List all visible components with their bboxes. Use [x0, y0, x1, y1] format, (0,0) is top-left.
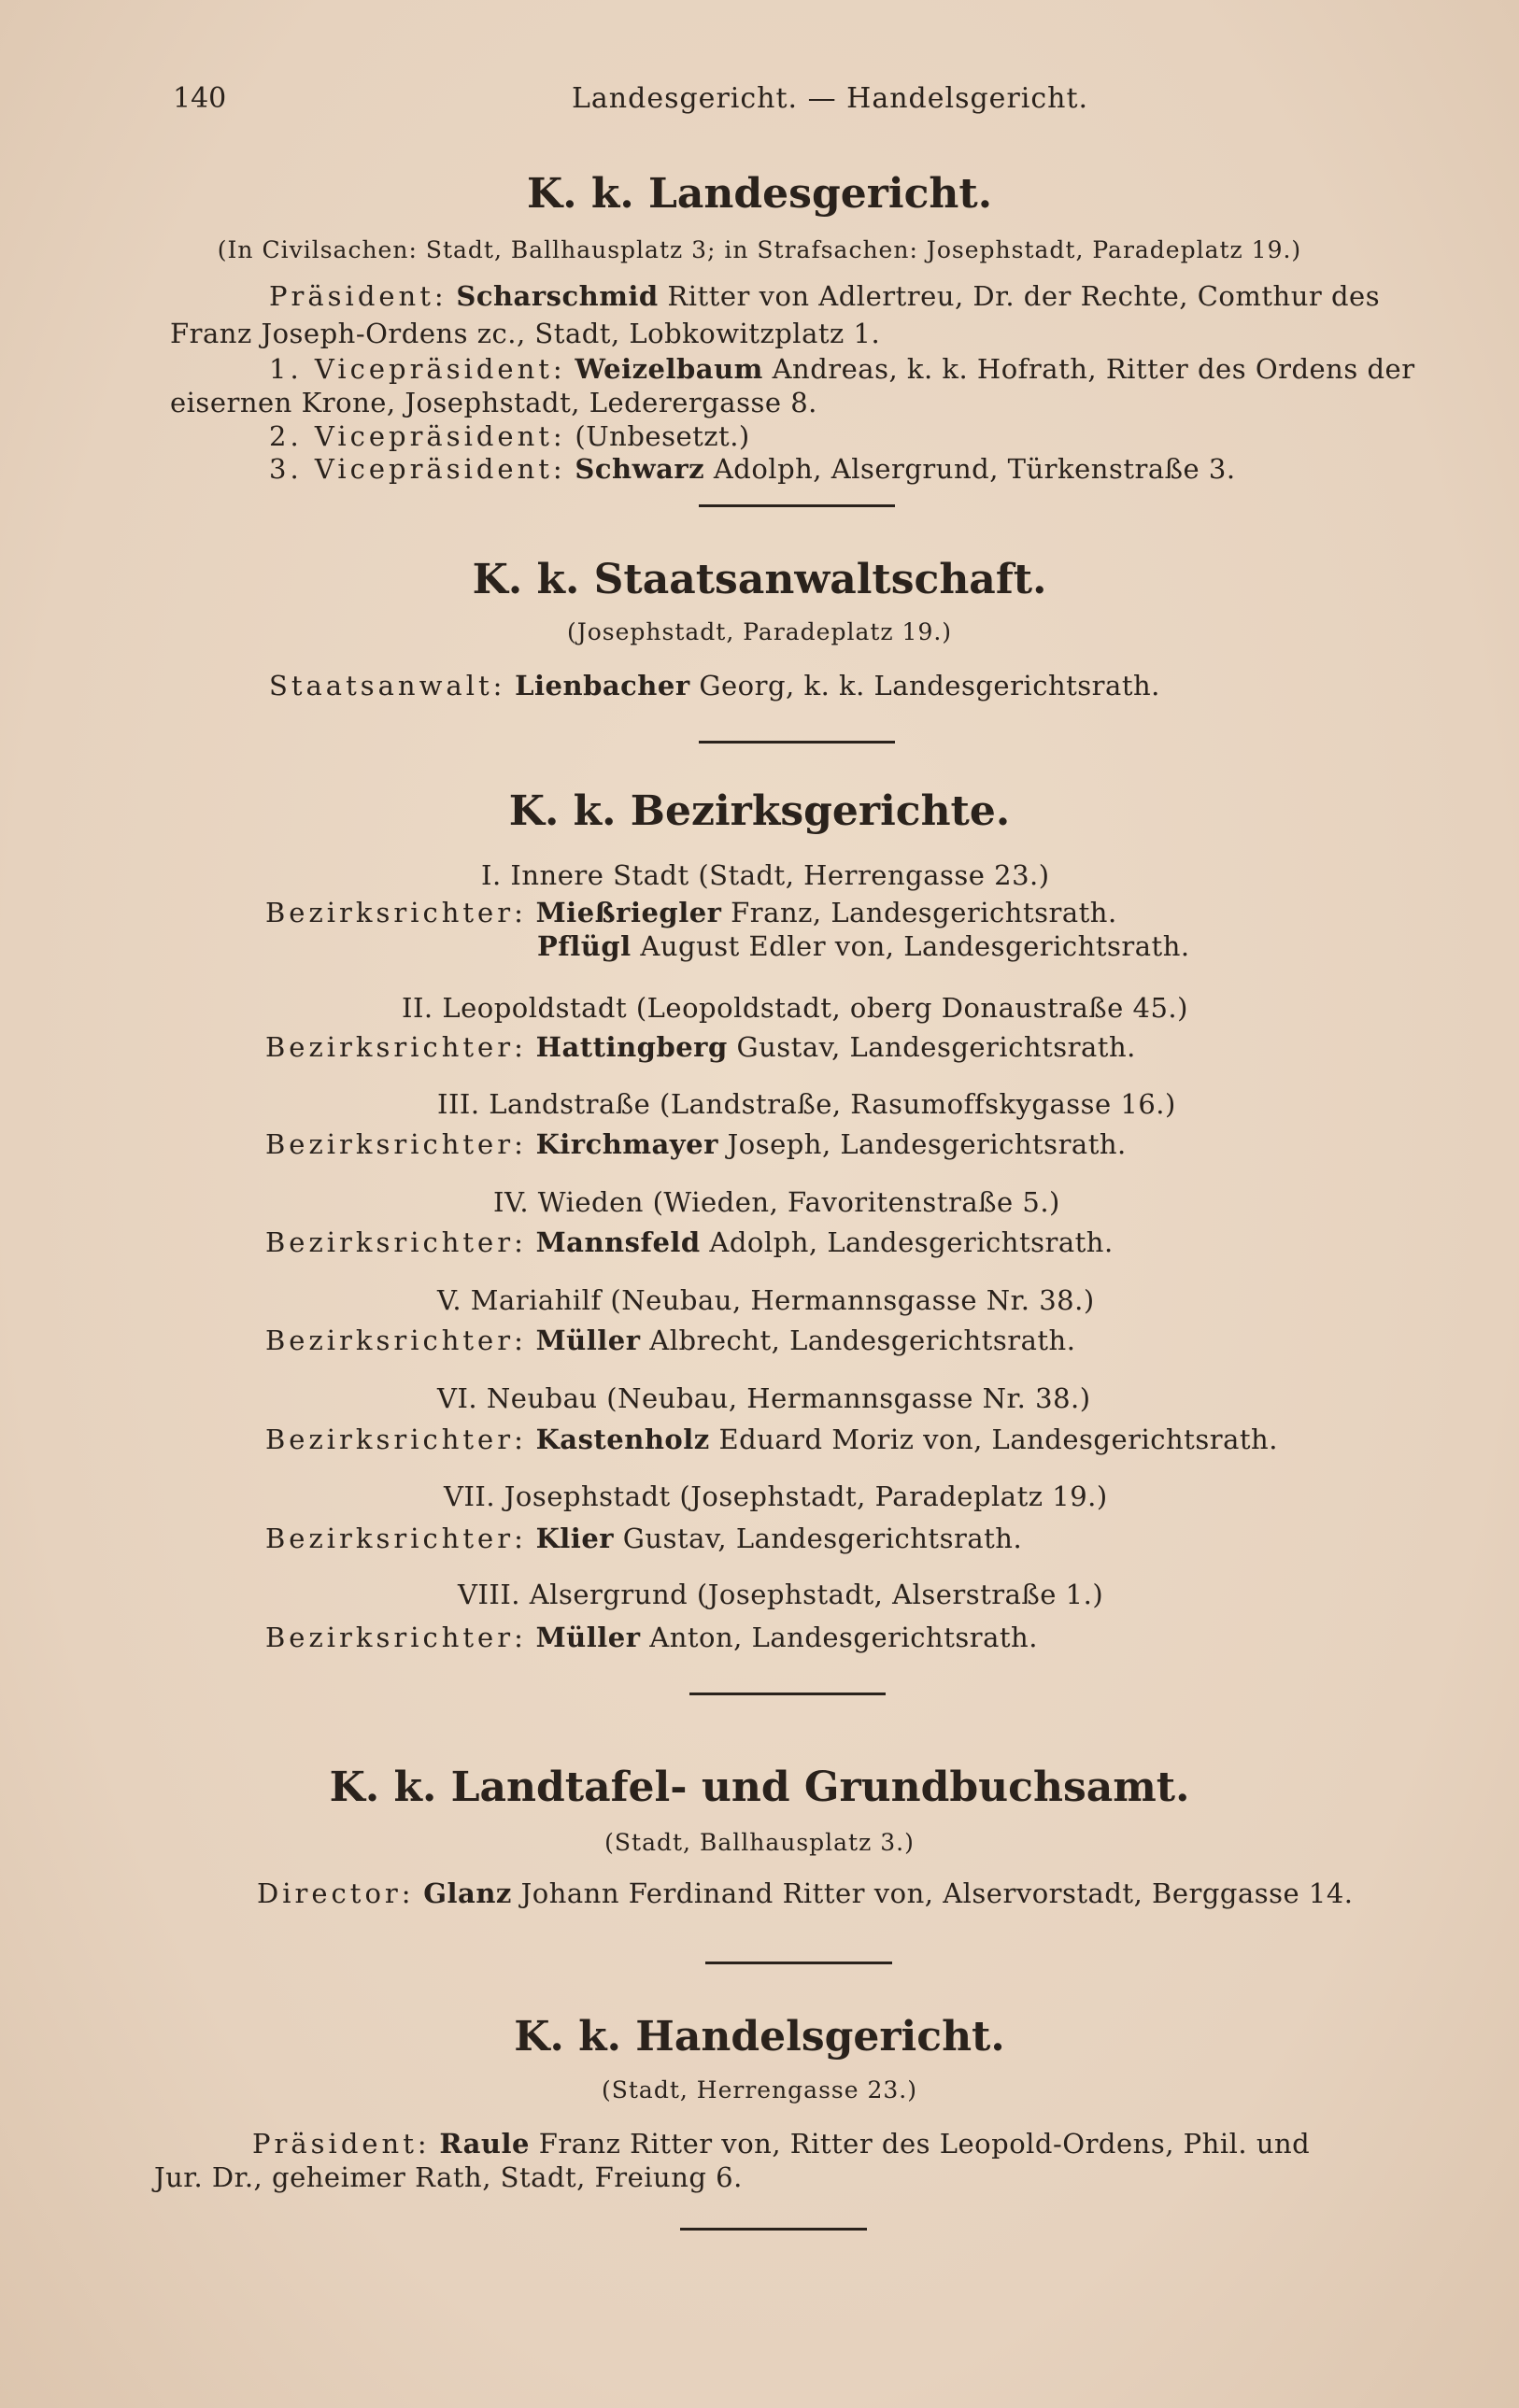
- district-1-head: I. Innere Stadt (Stadt, Herrengasse 23.): [481, 859, 1050, 891]
- president-name: Scharschmid: [456, 280, 659, 312]
- judge-name: Pflügl: [537, 930, 632, 962]
- vp2-line: [269, 420, 750, 452]
- divider-4: [705, 1962, 892, 1964]
- district-3-judge: [265, 1128, 1127, 1160]
- bezirksgerichte-title: K. k. Bezirksgerichte.: [508, 787, 1011, 835]
- handels-president-name: Raule: [439, 2128, 530, 2160]
- vp1-line: [269, 353, 1415, 385]
- staatsanwalt-line: [269, 670, 1160, 701]
- handelsgericht-title: K. k. Handelsgericht.: [514, 2013, 1005, 2061]
- district-5-judge: [265, 1324, 1075, 1356]
- judge-label: Bezirksrichter:: [265, 1622, 527, 1653]
- judge-label: Bezirksrichter:: [265, 1523, 527, 1554]
- district-5-head: V. Mariahilf (Neubau, Hermannsgasse Nr. 38.): [437, 1284, 1095, 1316]
- district-7-judge: [265, 1523, 1022, 1554]
- judge-name: Müller: [535, 1622, 641, 1653]
- handelsgericht-address: (Stadt, Herrengasse 23.): [602, 2076, 917, 2103]
- judge-name: Mannsfeld: [535, 1226, 701, 1258]
- judge-label: Bezirksrichter:: [265, 1424, 527, 1455]
- judge-rest: Eduard Moriz von, Landesgerichtsrath.: [718, 1424, 1278, 1455]
- divider-5: [680, 2228, 867, 2231]
- district-8-judge: [265, 1622, 1038, 1653]
- landesgericht-title: K. k. Landesgericht.: [526, 170, 993, 218]
- judge-name: Kirchmayer: [535, 1128, 718, 1160]
- judge-rest: Gustav, Landesgerichtsrath.: [622, 1523, 1023, 1554]
- divider-1: [699, 504, 895, 507]
- staatsanwalt-label: Staatsanwalt:: [269, 670, 506, 701]
- president-label: Präsident:: [269, 280, 447, 312]
- landesgericht-address: (In Civilsachen: Stadt, Ballhausplatz 3; in Strafsachen: Josephstadt, Paradeplatz 19.): [217, 236, 1302, 263]
- divider-2: [699, 741, 895, 744]
- handels-president-label: Präsident:: [252, 2128, 431, 2160]
- landtafel-title: K. k. Landtafel- und Grundbuchsamt.: [329, 1764, 1190, 1811]
- district-2-judge: [265, 1031, 1136, 1063]
- president-line2: Franz Joseph-Ordens zc., Stadt, Lobkowitzplatz 1.: [170, 318, 881, 349]
- president-line: [269, 280, 1380, 312]
- vp2-label: 2. Vicepräsident:: [269, 420, 566, 452]
- handels-president-line2: Jur. Dr., geheimer Rath, Stadt, Freiung 6.: [154, 2161, 743, 2193]
- landtafel-address: (Stadt, Ballhausplatz 3.): [604, 1829, 915, 1856]
- director-rest: Johann Ferdinand Ritter von, Alservorstadt, Berggasse 14.: [520, 1877, 1354, 1909]
- vp3-rest: Adolph, Alsergrund, Türkenstraße 3.: [713, 453, 1236, 485]
- judge-rest: Joseph, Landesgerichtsrath.: [727, 1128, 1127, 1160]
- vp3-line: [269, 453, 1236, 485]
- director-line: [257, 1877, 1354, 1909]
- running-title: Landesgericht. — Handelsgericht.: [572, 82, 1089, 115]
- vp1-rest: Andreas, k. k. Hofrath, Ritter des Ordens der: [772, 353, 1415, 385]
- vp1-label: 1. Vicepräsident:: [269, 353, 566, 385]
- vp3-name: Schwarz: [575, 453, 705, 485]
- district-4-head: IV. Wieden (Wieden, Favoritenstraße 5.): [493, 1186, 1060, 1218]
- director-label: Director:: [257, 1877, 415, 1909]
- staatsanwaltschaft-address: (Josephstadt, Paradeplatz 19.): [566, 618, 953, 645]
- vp1-name: Weizelbaum: [575, 353, 763, 385]
- judge-name: Klier: [535, 1523, 615, 1554]
- divider-3: [689, 1693, 886, 1695]
- judge-name: Kastenholz: [535, 1424, 710, 1455]
- judge-rest: Anton, Landesgerichtsrath.: [649, 1622, 1038, 1653]
- district-6-judge: [265, 1424, 1278, 1455]
- district-7-head: VII. Josephstadt (Josephstadt, Paradeplatz 19.): [444, 1480, 1108, 1512]
- staatsanwalt-name: Lienbacher: [515, 670, 690, 701]
- judge-rest: Franz, Landesgerichtsrath.: [731, 897, 1117, 928]
- staatsanwalt-rest: Georg, k. k. Landesgerichtsrath.: [699, 670, 1160, 701]
- judge-rest: Adolph, Landesgerichtsrath.: [709, 1226, 1114, 1258]
- handels-president-line: [252, 2128, 1310, 2160]
- judge-name: Müller: [535, 1324, 641, 1356]
- vp3-label: 3. Vicepräsident:: [269, 453, 566, 485]
- judge-rest: Gustav, Landesgerichtsrath.: [736, 1031, 1136, 1063]
- handels-president-rest: Franz Ritter von, Ritter des Leopold-Ordens, Phil. und: [538, 2128, 1311, 2160]
- director-name: Glanz: [423, 1877, 512, 1909]
- judge-label: Bezirksrichter:: [265, 897, 527, 928]
- judge-name: Mießriegler: [535, 897, 722, 928]
- district-1-judge: [265, 897, 1117, 928]
- district-1-judge2: [537, 930, 1190, 962]
- district-8-head: VIII. Alsergrund (Josephstadt, Alserstraße 1.): [458, 1579, 1104, 1610]
- judge-label: Bezirksrichter:: [265, 1324, 527, 1356]
- judge-label: Bezirksrichter:: [265, 1128, 527, 1160]
- judge-label: Bezirksrichter:: [265, 1031, 527, 1063]
- president-rest: Ritter von Adlertreu, Dr. der Rechte, Comthur des: [667, 280, 1381, 312]
- judge-rest: August Edler von, Landesgerichtsrath.: [640, 930, 1190, 962]
- judge-name: Hattingberg: [535, 1031, 728, 1063]
- vp1-line2: eisernen Krone, Josephstadt, Lederergasse 8.: [170, 387, 817, 418]
- district-4-judge: [265, 1226, 1114, 1258]
- judge-label: Bezirksrichter:: [265, 1226, 527, 1258]
- page-number: 140: [173, 82, 227, 115]
- vp2-rest: (Unbesetzt.): [575, 420, 750, 452]
- district-3-head: III. Landstraße (Landstraße, Rasumoffskygasse 16.): [437, 1088, 1176, 1120]
- staatsanwaltschaft-title: K. k. Staatsanwaltschaft.: [472, 556, 1047, 603]
- district-2-head: II. Leopoldstadt (Leopoldstadt, oberg Donaustraße 45.): [402, 992, 1188, 1024]
- district-6-head: VI. Neubau (Neubau, Hermannsgasse Nr. 38.): [437, 1382, 1091, 1414]
- judge-rest: Albrecht, Landesgerichtsrath.: [649, 1324, 1076, 1356]
